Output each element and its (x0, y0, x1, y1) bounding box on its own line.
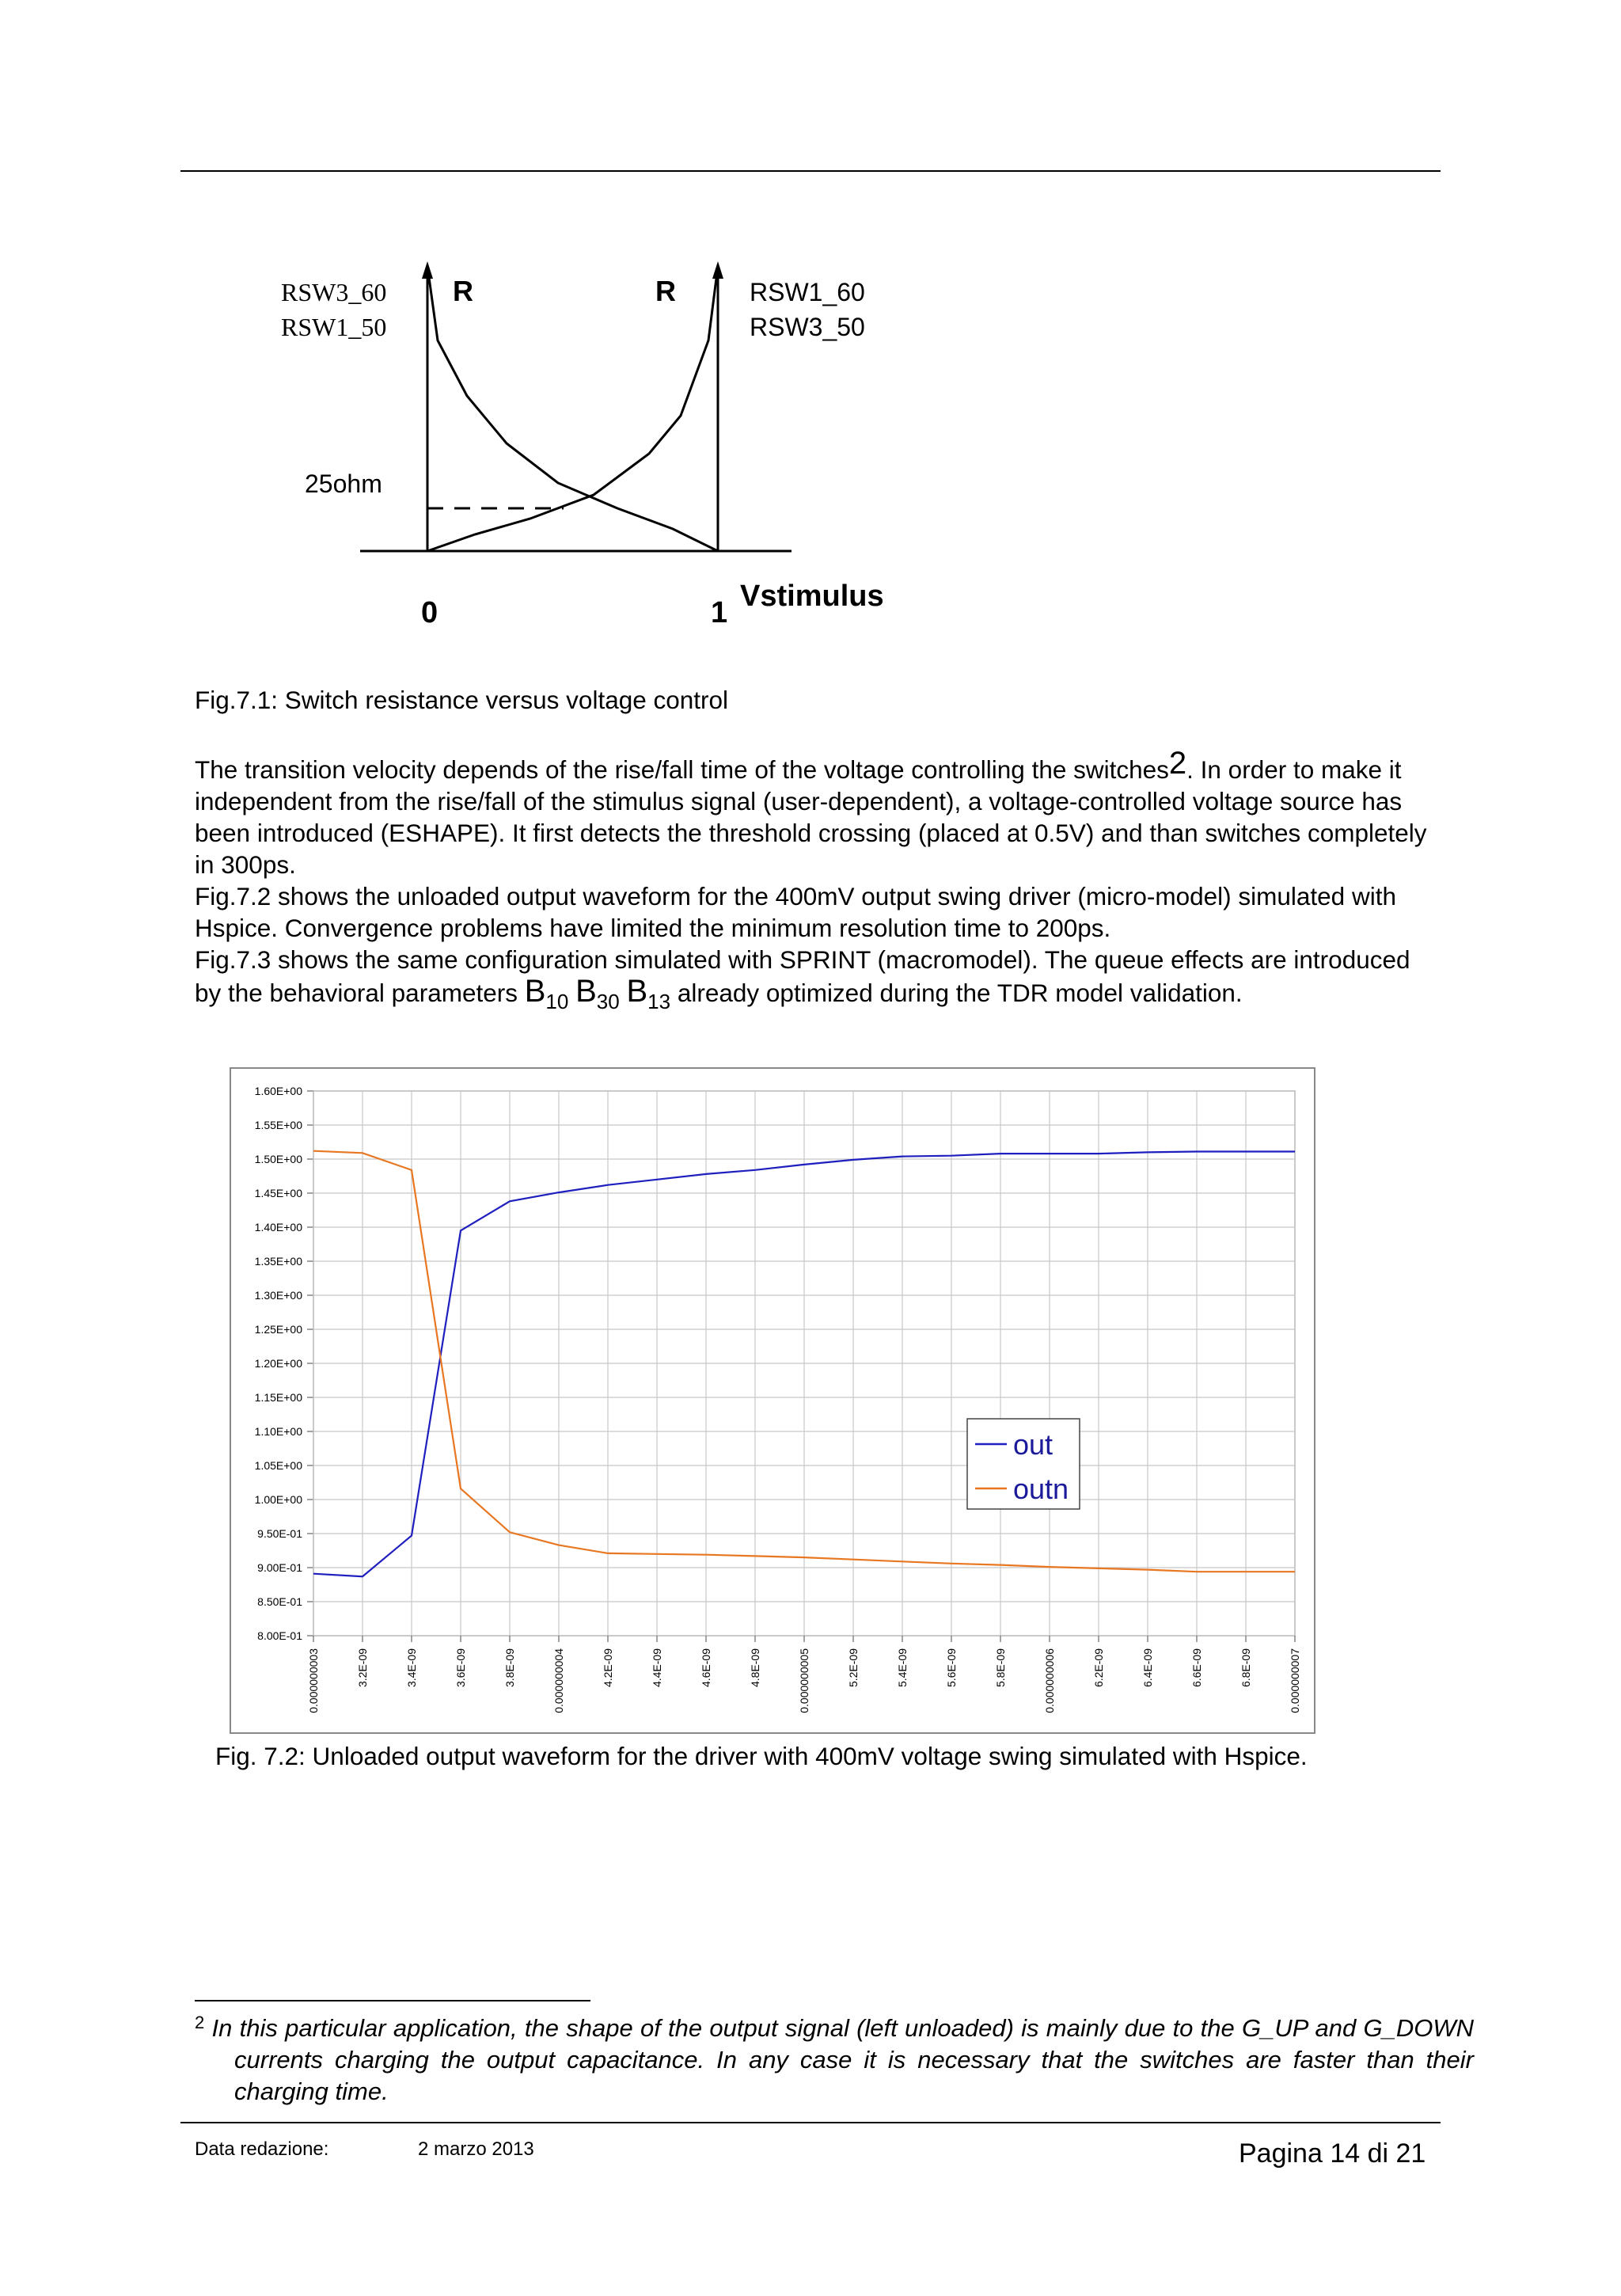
footnote-marker: 2 (195, 2013, 205, 2032)
x-tick-label: 4.6E-09 (700, 1648, 712, 1688)
param-b10: $B_{10}$ (524, 974, 569, 1013)
waveform-chart (231, 1069, 1314, 1732)
right-label-2: RSW3_50 (750, 313, 865, 341)
x-tick-label: 6.6E-09 (1190, 1648, 1203, 1688)
x-tick-label: 4.2E-09 (602, 1648, 614, 1688)
header-rule (180, 170, 1441, 172)
footer-date-value: 2 marzo 2013 (418, 2138, 534, 2160)
footnote-reference[interactable]: 2 (1168, 746, 1187, 781)
paragraph-3-text-a: Fig.7.3 shows the same configuration simulated with SPRINT (macromodel). The queue effects are introduced by the behavioral parameters (195, 945, 1410, 1007)
y-tick-label: 1.35E+00 (254, 1255, 302, 1268)
param-b13: $B_{13}$ (626, 974, 671, 1013)
x-tick-label: 6.4E-09 (1141, 1648, 1154, 1688)
x-tick-label: 3.2E-09 (356, 1648, 369, 1688)
y-tick-label: 1.55E+00 (254, 1119, 302, 1131)
threshold-label: 25ohm (305, 469, 382, 498)
y-tick-label: 1.25E+00 (254, 1323, 302, 1336)
x-tick-label: 0.000000005 (798, 1648, 810, 1713)
x-tick-label: 0.000000003 (307, 1648, 320, 1713)
footnote-rule (195, 2000, 590, 2001)
decreasing-curve (427, 266, 718, 551)
x-tick-label: 0.000000004 (552, 1648, 565, 1713)
x-tick-label: 6.2E-09 (1092, 1648, 1105, 1688)
legend-label-out: out (1013, 1428, 1053, 1461)
y-tick-label: 8.50E-01 (257, 1595, 302, 1608)
y-tick-label: 1.40E+00 (254, 1221, 302, 1234)
paragraph-1-text-a: The transition velocity depends of the rise/fall time of the voltage controlling the switches (195, 755, 1169, 784)
x-tick-label: 4.4E-09 (651, 1648, 663, 1688)
y-tick-label: 1.20E+00 (254, 1357, 302, 1370)
figure-7-1-caption: Fig.7.1: Switch resistance versus voltage control (195, 686, 729, 714)
x-tick-label: 3.6E-09 (454, 1648, 467, 1688)
tick-one-label: 1 (711, 596, 728, 629)
figure-switch-resistance (269, 253, 918, 649)
x-tick-label: 0.000000007 (1289, 1648, 1301, 1713)
x-tick-label: 5.4E-09 (896, 1648, 909, 1688)
x-tick-label: 3.4E-09 (405, 1648, 418, 1688)
x-tick-label: 4.8E-09 (749, 1648, 761, 1688)
increasing-curve (427, 266, 718, 551)
paragraph-3-text-b: already optimized during the TDR model validation. (670, 979, 1243, 1007)
body-paragraph-2: Fig.7.2 shows the unloaded output waveform for the 400mV output swing driver (micro-model) simulated with Hspice. Convergence problems have limited the minimum resolution time to 200ps. (195, 882, 1396, 942)
x-tick-label: 5.2E-09 (847, 1648, 860, 1688)
y-tick-label: 1.50E+00 (254, 1153, 302, 1165)
x-tick-label: 5.8E-09 (994, 1648, 1007, 1688)
paragraph-1-text-b: . In order to make it independent from the rise/fall of the stimulus signal (user-dependent), a voltage-controlled voltage source has been introduced (ESHAPE). It first detects the threshold crossing (placed at 0.5V) and than switches completely in 300ps. (195, 755, 1427, 879)
y-tick-label: 1.10E+00 (254, 1425, 302, 1438)
y-tick-label: 9.50E-01 (257, 1527, 302, 1540)
figure-7-2-caption: Fig. 7.2: Unloaded output waveform for the driver with 400mV voltage swing simulated with Hspice. (215, 1742, 1308, 1770)
footnote (195, 2013, 1474, 2108)
left-r-label: R (453, 275, 473, 307)
body-paragraph-3 (195, 944, 1437, 1013)
body-paragraph-1 (195, 746, 1437, 880)
y-tick-label: 1.15E+00 (254, 1391, 302, 1404)
y-tick-label: 8.00E-01 (257, 1629, 302, 1642)
tick-zero-label: 0 (421, 596, 438, 629)
y-tick-label: 1.05E+00 (254, 1459, 302, 1472)
legend-label-outn: outn (1013, 1473, 1069, 1505)
y-tick-label: 1.00E+00 (254, 1493, 302, 1506)
right-label-1: RSW1_60 (750, 278, 865, 306)
right-r-label: R (655, 275, 676, 307)
left-label-2: RSW1_50 (281, 313, 387, 341)
x-tick-label: 5.6E-09 (945, 1648, 958, 1688)
y-tick-label: 9.00E-01 (257, 1561, 302, 1574)
y-tick-label: 1.30E+00 (254, 1289, 302, 1302)
footer-rule (180, 2122, 1441, 2123)
left-label-1: RSW3_60 (281, 278, 387, 306)
x-axis-label: Vstimulus (740, 580, 884, 613)
y-tick-label: 1.45E+00 (254, 1187, 302, 1199)
param-b30: $B_{30}$ (575, 974, 620, 1013)
footer-page-number: Pagina 14 di 21 (1239, 2138, 1426, 2169)
x-tick-label: 0.000000006 (1043, 1648, 1056, 1713)
y-tick-label: 1.60E+00 (254, 1085, 302, 1097)
footnote-text: In this particular application, the shape of the output signal (left unloaded) is mainly due to the G_UP and G_DOWN currents charging the output capacitance. In any case it is necessary that the switches are faster than their charging time. (204, 2014, 1474, 2105)
x-tick-label: 6.8E-09 (1239, 1648, 1252, 1688)
footer-date-label: Data redazione: (195, 2138, 329, 2160)
chart-container (230, 1067, 1315, 1734)
x-tick-label: 3.8E-09 (503, 1648, 516, 1688)
